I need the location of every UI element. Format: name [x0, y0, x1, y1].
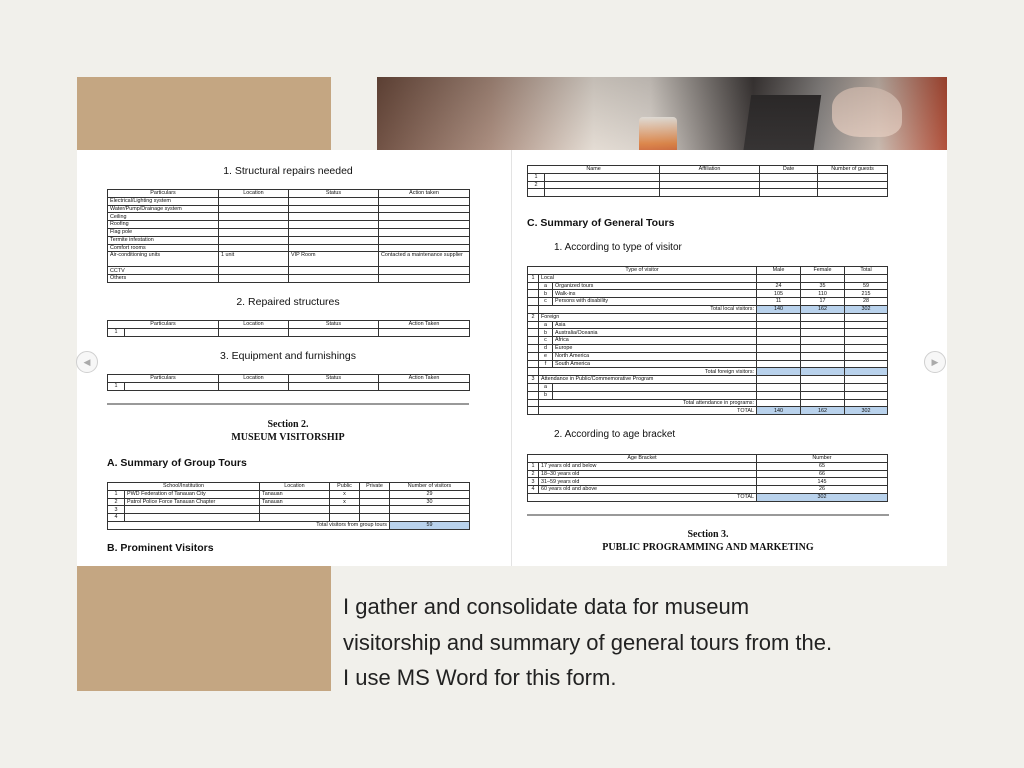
table-row: CCTV	[108, 267, 470, 275]
table-row: Termite infestation	[108, 236, 470, 244]
table-row: 1 17 years old and below 65	[528, 462, 888, 470]
type-of-visitor-title: 1. According to type of visitor	[554, 242, 682, 253]
table-row: c Africa	[528, 337, 888, 345]
table-row: b Australia/Oceania	[528, 329, 888, 337]
table-row: b Walk-ins 105 110 215	[528, 290, 888, 298]
table-total-row: Total foreign visitors:	[528, 368, 888, 376]
table-row: 2	[528, 181, 888, 189]
decorative-tan-block-bottom	[77, 565, 331, 691]
table-row: 4 60 years old and above 26	[528, 486, 888, 494]
general-tours-title: C. Summary of General Tours	[527, 217, 675, 229]
section-divider	[527, 514, 889, 516]
prominent-visitors-title: B. Prominent Visitors	[107, 542, 214, 554]
table-row: 1	[108, 382, 470, 390]
table-row: e North America	[528, 352, 888, 360]
age-bracket-title: 2. According to age bracket	[554, 429, 676, 440]
section2-heading: Section 2. MUSEUM VISITORSHIP	[231, 419, 345, 443]
table-row: 4	[108, 514, 470, 522]
table-row: 1	[528, 173, 888, 181]
table-row: 3 31–59 years old 145	[528, 478, 888, 486]
equipment-table: Particulars Location Status Action Taken 1	[107, 374, 470, 391]
table-row: f South America	[528, 360, 888, 368]
table-total-row: TOTAL 302	[528, 493, 888, 501]
table-row: a	[528, 383, 888, 391]
repaired-structures-table: Particulars Location Status Action Taken 1	[107, 320, 470, 337]
table-row: 3	[108, 506, 470, 514]
table-row: 2 18–30 years old 66	[528, 470, 888, 478]
visitor-type-table: Type of visitor Male Female Total 1 Local a Organized tours 24 35 59 b Walk-ins 105 110 215 c Persons with disability 11 17 28 Total local visitors: 140 162 302 2 Foreign a Asia b Australia/Oceania c Africa d Europe e North America f South America Total foreign visitors: 3 Attendance in Public/Commemorative Program a b Total attendance in programs: TOTAL 140 162 302	[527, 266, 888, 415]
table-total-row: Total attendance in programs:	[528, 399, 888, 407]
table-row: Air-conditioning units 1 unit VIP Room Contacted a maintenance supplier	[108, 252, 470, 267]
table-header-row: Particulars Location Status Action taken	[108, 190, 470, 198]
group-tours-table: School/Institution Location Public Private Number of visitors 1 PWD Federation of Tanauan City Tanauan x 29 2 Patrol Police Force Tanauan Chapter Tanauan x 30 3 4 Total visitors from group tours 59	[107, 482, 470, 530]
age-bracket-table: Age Bracket Number 1 17 years old and below 65 2 18–30 years old 66 3 31–59 years old 145 4 60 years old and above 26 TOTAL 302	[527, 454, 888, 502]
table-total-row: Total visitors from group tours 59	[108, 521, 470, 529]
table-row: 1	[108, 328, 470, 336]
chevron-left-icon: ◀	[83, 356, 91, 367]
prominent-visitors-table: Name Affiliation Date Number of guests 1 2	[527, 165, 888, 197]
table-row: 2 Patrol Police Force Tanauan Chapter Tanauan x 30	[108, 498, 470, 506]
document-preview	[77, 150, 947, 566]
right-page	[527, 150, 889, 566]
table-row: a Asia	[528, 321, 888, 329]
table-row: Roofing	[108, 221, 470, 229]
table-row	[528, 189, 888, 197]
table-row: Flag pole	[108, 228, 470, 236]
next-page-button[interactable]	[924, 351, 946, 373]
table-row: Water/Pump/Drainage system	[108, 205, 470, 213]
table-row: 1 PWD Federation of Tanauan City Tanauan x 29	[108, 490, 470, 498]
section3-heading: Section 3. PUBLIC PROGRAMMING AND MARKETING	[602, 529, 814, 553]
table-row: Others	[108, 275, 470, 283]
table-row: a Organized tours 24 35 59	[528, 282, 888, 290]
table-row: Comfort rooms	[108, 244, 470, 252]
structural-repairs-title: 1. Structural repairs needed	[223, 165, 353, 177]
chevron-right-icon: ▶	[931, 356, 939, 367]
table-row: d Europe	[528, 344, 888, 352]
table-row: Electrical/Lighting system	[108, 197, 470, 205]
caption-text: I gather and consolidate data for museum visitorship and summary of general tours from the. I use MS Word for this form.	[343, 594, 833, 690]
table-row: Ceiling	[108, 213, 470, 221]
structural-repairs-table	[107, 189, 470, 283]
header-photo	[377, 77, 947, 155]
repaired-structures-title: 2. Repaired structures	[236, 296, 340, 308]
table-total-row: Total local visitors: 140 162 302	[528, 305, 888, 313]
equipment-title: 3. Equipment and furnishings	[219, 350, 356, 362]
table-row: c Persons with disability 11 17 28	[528, 298, 888, 306]
grand-total-row: TOTAL 140 162 302	[528, 407, 888, 415]
group-tours-title: A. Summary of Group Tours	[107, 457, 247, 469]
table-row: b	[528, 391, 888, 399]
left-page	[107, 150, 469, 566]
previous-page-button[interactable]	[76, 351, 98, 373]
decorative-tan-block-top	[77, 77, 331, 155]
section-divider	[107, 403, 469, 405]
